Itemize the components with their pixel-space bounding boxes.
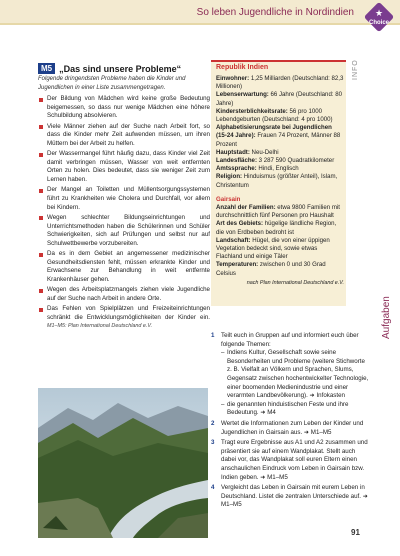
problem-list [38, 95, 210, 333]
list-item: Viele Männer ziehen auf der Suche nach Arbeit fort, so dass die Kinder mehr Zeit aufwenden müssen, um ihren Müttern bei der Arbeit zu helfen. [38, 123, 210, 149]
list-item: Der Mangel an Toiletten und Müllentsorgungssystemen führt zu Krankheiten wie Cholera und Durchfall, vor allem bei Kindern. [38, 186, 210, 212]
header-rule [0, 23, 400, 25]
task-subitem: – Indiens Kultur, Gesellschaft sowie seine Besonderheiten und Probleme (weitere Stichworte z. B. Vielfalt an Völkern und Sprachen, Slums, Gegensatz zwischen hochentwickelter Technologie, einer boomenden Medienindustrie und einer verarmten Landbevölkerung). ➜ Infokasten [221, 349, 371, 401]
info-row [216, 91, 344, 107]
task-item [211, 439, 371, 482]
landscape-photo [38, 388, 208, 538]
info-row-label: Lebenserwartung: [216, 91, 269, 99]
task-item [211, 484, 371, 510]
material-badge: M5 [38, 63, 55, 74]
list-item-text: Das Fehlen von Spielplätzen und Freizeiteinrichtungen schränkt die Entwicklungsmöglichkeiten der Kinder ein. [47, 305, 210, 321]
page-title: So leben Jugendliche in Nordindien [196, 7, 354, 18]
task-text: Vergleicht das Leben in Gairsain mit eurem Leben in Deutschland. Listet die zentralen Unterschiede auf. ➜ M1–M5 [221, 484, 368, 509]
info-row [216, 124, 344, 149]
info-row-label: Alphabetisierungsrate bei Jugendlichen (15-24 Jahre): [216, 124, 332, 140]
task-sublist [221, 349, 371, 418]
list-item: Der Bildung von Mädchen wird keine große Bedeutung beigemessen, so dass nur wenige Mädchen eine höhere Schulbildung absolvieren. [38, 95, 210, 121]
choice-badge [364, 2, 394, 32]
info-row-value: zwischen 0 und 30 Grad Celsius [216, 261, 326, 277]
list-item: Wegen des Arbeitsplatzmangels ziehen viele Jugendliche auf der Suche nach Arbeit in andere Orte. [38, 286, 210, 303]
info-row-value: Frauen 74 Prozent, Männer 88 Prozent [216, 132, 341, 148]
task-number: 3 [211, 439, 215, 447]
info-row-label: Anzahl der Familien: [216, 204, 276, 212]
list-item: Der Wassermangel führt häufig dazu, dass Kinder viel Zeit damit verbringen müssen, Wasser von weit entfernten Orten zu holen. Dies bedeutet, dass sie weniger Zeit zum Lernen haben. [38, 150, 210, 184]
task-number: 4 [211, 484, 215, 492]
info-row-value: Neu-Delhi [249, 148, 279, 156]
info-row-value: 3 287 590 Quadratkilometer [256, 157, 335, 165]
info-row-value: hügelige ländliche Region, die von Erdbeben bedroht ist [216, 220, 337, 236]
choice-badge-label: Choice [368, 20, 389, 26]
info-row-value: Hinduismus (größter Anteil), Islam, Christentum [216, 173, 338, 189]
info-row-label: Landesfläche: [216, 157, 257, 165]
info-row [216, 165, 344, 173]
info-row [216, 261, 344, 277]
tasks-side-label: Aufgaben [381, 296, 392, 339]
task-subitem: – die genannten hinduistischen Feste und ihre Bedeutung. ➜ M4 [221, 401, 371, 418]
source-note: M1–M5: Plan International Deutschland e.V. [47, 323, 153, 330]
material-title: „Das sind unsere Probleme“ [59, 63, 182, 74]
task-text: Wertet die Informationen zum Leben der Kinder und Jugendlichen in Gairsain aus. ➜ M1–M5 [221, 419, 364, 436]
info-row [216, 157, 344, 165]
list-item [38, 305, 210, 331]
list-item: Da es in dem Gebiet an angemessener medizinischer Gesundheitsdiensten fehlt, müssen erkrankte Kinder und Erwachsene zur Behandlung in weit entfernte Krankenhäuser gehen. [38, 250, 210, 284]
info-row [216, 173, 344, 189]
task-text: Tragt eure Ergebnisse aus A1 und A2 zusammen und präsentiert sie auf einem Wandplakat. Stellt auch dabei vor, das Wandplakat soll euren Eltern einen anschaulichen Eindruck vom Leben in Gairsain bzw. Indien geben. ➜ M1–M5 [221, 439, 368, 481]
info-row-label: Religion: [216, 173, 243, 181]
info-row-value: 56 pro 1000 Lebendgeburten (Deutschland: 4 pro 1000) [216, 107, 333, 124]
material-heading [38, 63, 181, 74]
task-list [211, 332, 371, 512]
info-subheading: Gairsain [216, 195, 241, 203]
info-row [216, 149, 344, 157]
info-row [216, 75, 344, 91]
info-row [216, 237, 344, 262]
info-heading: Republik Indien [216, 64, 269, 71]
info-row [216, 220, 344, 236]
info-row [216, 108, 344, 124]
info-side-label: INFO [352, 59, 359, 80]
info-row-label: Einwohner: [216, 75, 250, 82]
list-item: Wegen schlechter Bildungseinrichtungen und Unterrichtsmethoden haben die Schülerinnen und Schüler Schwierigkeiten, sich auf Prüfungen und selbst nur auf Schulwettbewerbe vorzubereiten. [38, 214, 210, 248]
material-intro: Folgende dringendsten Probleme haben die Kinder und Jugendlichen in einer Liste zusammengetragen. [38, 76, 186, 91]
info-row-label: Hauptstadt: [216, 148, 250, 156]
info-row-value: etwa 9800 Familien mit durchschnittlich fünf Personen pro Haushalt [216, 204, 340, 220]
task-item [211, 332, 371, 418]
info-row-label: Amtssprache: [216, 165, 257, 173]
info-row-label: Art des Gebiets: [216, 220, 264, 228]
info-row-value: 1,25 Milliarden (Deutschland: 82,3 Millionen) [216, 75, 344, 91]
info-row-value: 66 Jahre (Deutschland: 80 Jahre) [216, 91, 342, 107]
task-text: Teilt euch in Gruppen auf und informiert euch über folgende Themen: [221, 332, 359, 348]
info-row-label: Kindersterblichkeitsrate: [216, 107, 288, 115]
info-row-label: Temperaturen: [216, 261, 259, 269]
info-row-label: Landschaft: [216, 236, 251, 244]
task-number: 1 [211, 332, 215, 339]
info-body [216, 75, 344, 287]
task-number: 2 [211, 419, 215, 427]
page-number: 91 [351, 528, 360, 537]
star-icon: ★ [374, 8, 384, 18]
task-item [211, 420, 371, 437]
info-row-value: Hindi, Englisch [256, 165, 299, 173]
info-source: nach Plan International Deutschland e.V. [246, 279, 344, 286]
info-row-value: Hügel, die von einer üppigen Vegetation bedeckt sind, sowie etwas Flachland und einige Täler [216, 236, 330, 261]
info-row [216, 204, 344, 220]
